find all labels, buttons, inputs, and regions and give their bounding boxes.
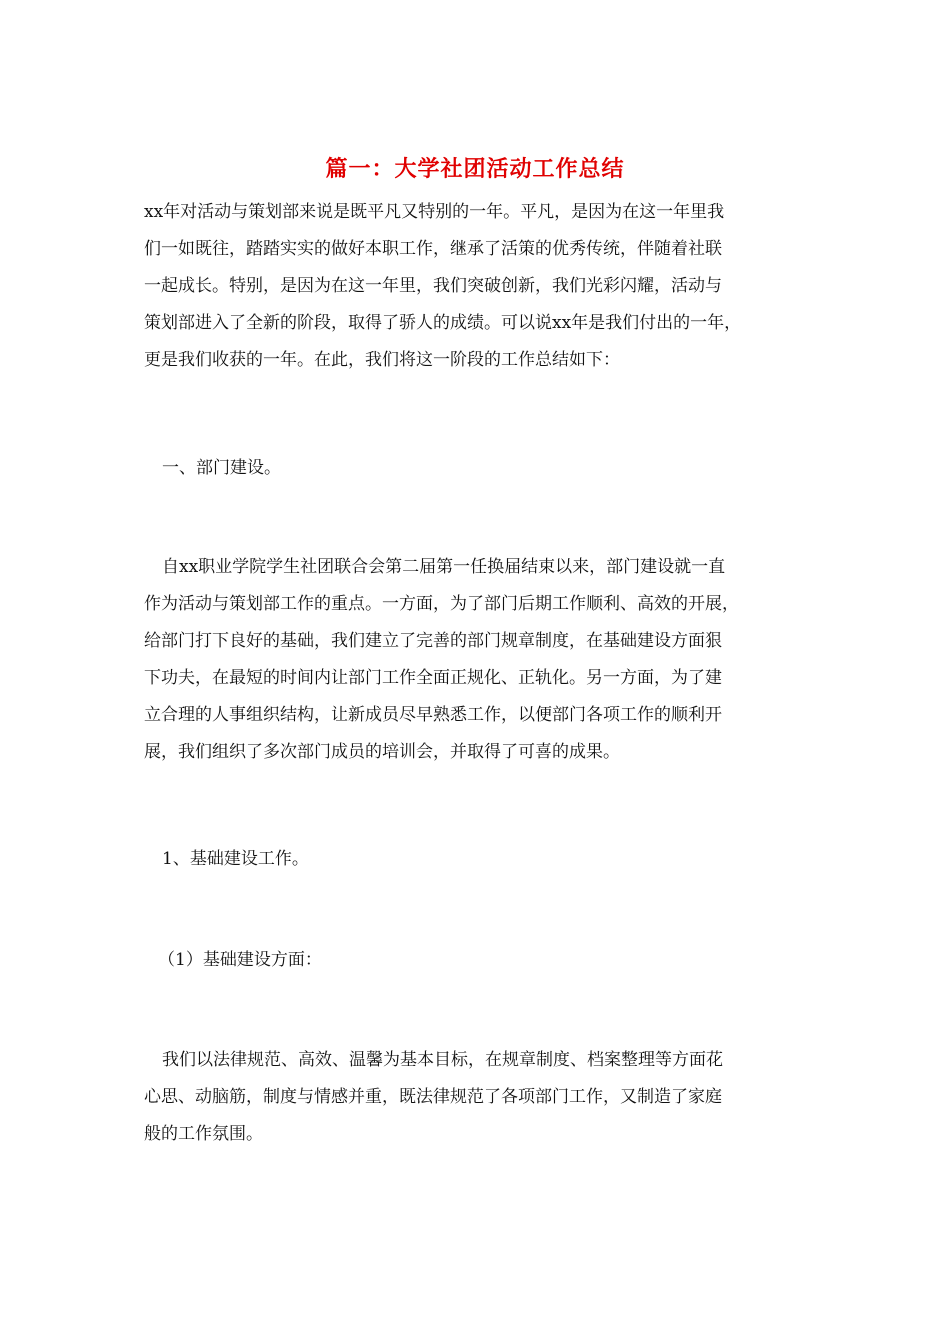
intro-line: 更是我们收获的一年。在此，我们将这一阶段的工作总结如下： <box>144 350 620 370</box>
sub-item-line: 心思、动脑筋，制度与情感并重，既法律规范了各项部门工作，又制造了家庭 <box>144 1087 722 1107</box>
sub-item-paragraph <box>144 1042 810 1153</box>
section1-line: 给部门打下良好的基础，我们建立了完善的部门规章制度，在基础建设方面狠 <box>144 631 722 651</box>
section1-heading: 一、部门建设。 <box>162 458 281 478</box>
intro-line: 策划部进入了全新的阶段，取得了骄人的成绩。可以说xx年是我们付出的一年， <box>144 313 742 333</box>
intro-line: xx年对活动与策划部来说是既平凡又特别的一年。平凡，是因为在这一年里我 <box>144 202 725 222</box>
sub-item-line: 我们以法律规范、高效、温馨为基本目标，在规章制度、档案整理等方面花 <box>162 1050 723 1070</box>
section1-line: 自xx职业学院学生社团联合会第二届第一任换届结束以来，部门建设就一直 <box>162 557 726 577</box>
section1-line: 下功夫，在最短的时间内让部门工作全面正规化、正轨化。另一方面，为了建 <box>144 668 722 688</box>
intro-line: 们一如既往，踏踏实实的做好本职工作，继承了活策的优秀传统，伴随着社联 <box>144 239 722 259</box>
section1-line: 展，我们组织了多次部门成员的培训会，并取得了可喜的成果。 <box>144 742 620 762</box>
intro-line: 一起成长。特别，是因为在这一年里，我们突破创新，我们光彩闪耀，活动与 <box>144 276 722 296</box>
section1-line: 立合理的人事组织结构，让新成员尽早熟悉工作，以便部门各项工作的顺利开 <box>144 705 722 725</box>
subsection-heading: 1、基础建设工作。 <box>162 849 309 869</box>
sub-item-heading: （1）基础建设方面： <box>158 950 322 970</box>
section1-line: 作为活动与策划部工作的重点。一方面，为了部门后期工作顺利、高效的开展， <box>144 594 739 614</box>
intro-paragraph <box>144 194 810 379</box>
section1-paragraph <box>144 549 810 771</box>
document-title: 篇一：大学社团活动工作总结 <box>325 156 625 182</box>
sub-item-line: 般的工作氛围。 <box>144 1124 263 1144</box>
